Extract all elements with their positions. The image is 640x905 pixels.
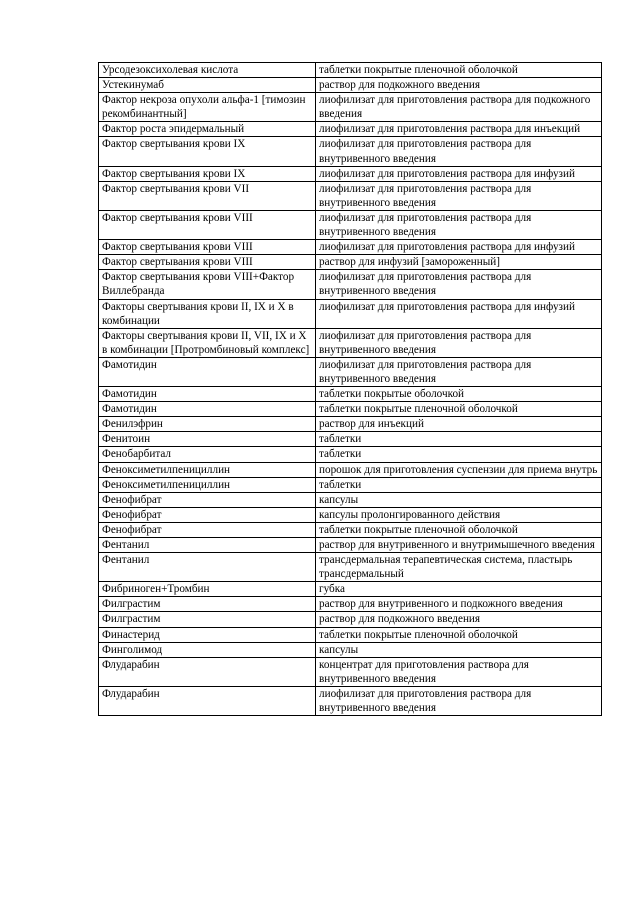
table-row [99, 122, 602, 137]
table-row [99, 137, 602, 166]
dosage-form-cell: таблетки покрытые пленочной оболочкой [316, 63, 602, 78]
dosage-form-cell: трансдермальная терапевтическая система, пластырь трансдермальный [316, 553, 602, 582]
table-row [99, 507, 602, 522]
dosage-form-cell: таблетки [316, 432, 602, 447]
dosage-form-cell: лиофилизат для приготовления раствора для внутривенного введения [316, 210, 602, 239]
table-row [99, 492, 602, 507]
drug-name-cell: Фенофибрат [99, 507, 316, 522]
dosage-form-cell: лиофилизат для приготовления раствора для внутривенного введения [316, 328, 602, 357]
table-row [99, 686, 602, 715]
dosage-form-cell: раствор для подкожного введения [316, 78, 602, 93]
drug-name-cell: Фенитоин [99, 432, 316, 447]
drug-name-cell: Фенофибрат [99, 522, 316, 537]
drug-name-cell: Фактор свертывания крови VIII [99, 210, 316, 239]
drug-name-cell: Фентанил [99, 553, 316, 582]
table-row [99, 328, 602, 357]
table-row [99, 597, 602, 612]
drug-name-cell: Фактор свертывания крови VII [99, 181, 316, 210]
drug-name-cell: Фактор свертывания крови VIII [99, 240, 316, 255]
table-row [99, 357, 602, 386]
drug-name-cell: Фамотидин [99, 402, 316, 417]
dosage-form-cell: раствор для внутривенного и подкожного введения [316, 597, 602, 612]
drug-name-cell: Фактор свертывания крови IX [99, 137, 316, 166]
table-row [99, 299, 602, 328]
dosage-form-cell: капсулы пролонгированного действия [316, 507, 602, 522]
drug-name-cell: Флударабин [99, 657, 316, 686]
dosage-form-cell: таблетки покрытые пленочной оболочкой [316, 402, 602, 417]
drug-name-cell: Фенобарбитал [99, 447, 316, 462]
table-row [99, 417, 602, 432]
dosage-form-cell: таблетки [316, 477, 602, 492]
dosage-form-cell: таблетки [316, 447, 602, 462]
dosage-form-cell: лиофилизат для приготовления раствора для инфузий [316, 240, 602, 255]
table-row [99, 553, 602, 582]
dosage-form-cell: капсулы [316, 492, 602, 507]
dosage-form-cell: раствор для внутривенного и внутримышечного введения [316, 538, 602, 553]
dosage-form-cell: лиофилизат для приготовления раствора для внутривенного введения [316, 181, 602, 210]
table-row [99, 181, 602, 210]
drug-name-cell: Фенилэфрин [99, 417, 316, 432]
dosage-form-cell: таблетки покрытые пленочной оболочкой [316, 522, 602, 537]
table-body [99, 63, 602, 716]
dosage-form-cell: таблетки покрытые оболочкой [316, 387, 602, 402]
table-row [99, 657, 602, 686]
table-row [99, 462, 602, 477]
dosage-form-cell: таблетки покрытые пленочной оболочкой [316, 627, 602, 642]
drug-name-cell: Фамотидин [99, 387, 316, 402]
table-row [99, 447, 602, 462]
drug-name-cell: Фактор свертывания крови VIII [99, 255, 316, 270]
table-row [99, 627, 602, 642]
drug-name-cell: Факторы свертывания крови II, IX и X в комбинации [99, 299, 316, 328]
drug-name-cell: Финастерид [99, 627, 316, 642]
drug-name-cell: Финголимод [99, 642, 316, 657]
dosage-form-cell: раствор для инфузий [замороженный] [316, 255, 602, 270]
table-row [99, 432, 602, 447]
table-row [99, 538, 602, 553]
drug-name-cell: Фамотидин [99, 357, 316, 386]
dosage-form-cell: порошок для приготовления суспензии для приема внутрь [316, 462, 602, 477]
dosage-form-cell: концентрат для приготовления раствора для внутривенного введения [316, 657, 602, 686]
drug-name-cell: Факторы свертывания крови II, VII, IX и X в комбинации [Протромбиновый комплекс] [99, 328, 316, 357]
drug-name-cell: Фактор некроза опухоли альфа-1 [тимозин рекомбинантный] [99, 93, 316, 122]
drug-name-cell: Филграстим [99, 612, 316, 627]
table-row [99, 402, 602, 417]
drug-name-cell: Фенофибрат [99, 492, 316, 507]
dosage-form-cell: лиофилизат для приготовления раствора для внутривенного введения [316, 137, 602, 166]
drug-name-cell: Фактор свертывания крови IX [99, 166, 316, 181]
table-row [99, 612, 602, 627]
dosage-form-cell: лиофилизат для приготовления раствора для инфузий [316, 299, 602, 328]
drug-name-cell: Фактор роста эпидермальный [99, 122, 316, 137]
table-row [99, 582, 602, 597]
dosage-form-cell: раствор для подкожного введения [316, 612, 602, 627]
table-row [99, 642, 602, 657]
table-row [99, 255, 602, 270]
drug-name-cell: Феноксиметилпенициллин [99, 462, 316, 477]
drug-form-table [98, 62, 602, 716]
table-row [99, 166, 602, 181]
table-row [99, 78, 602, 93]
table-row [99, 63, 602, 78]
table-row [99, 240, 602, 255]
drug-name-cell: Фибриноген+Тромбин [99, 582, 316, 597]
dosage-form-cell: лиофилизат для приготовления раствора для инъекций [316, 122, 602, 137]
table-row [99, 387, 602, 402]
drug-name-cell: Урсодезоксихолевая кислота [99, 63, 316, 78]
drug-name-cell: Фактор свертывания крови VIII+Фактор Виллебранда [99, 270, 316, 299]
drug-name-cell: Устекинумаб [99, 78, 316, 93]
dosage-form-cell: лиофилизат для приготовления раствора для внутривенного введения [316, 686, 602, 715]
drug-name-cell: Фентанил [99, 538, 316, 553]
dosage-form-cell: лиофилизат для приготовления раствора для внутривенного введения [316, 357, 602, 386]
dosage-form-cell: лиофилизат для приготовления раствора для внутривенного введения [316, 270, 602, 299]
table-row [99, 522, 602, 537]
drug-name-cell: Феноксиметилпенициллин [99, 477, 316, 492]
dosage-form-cell: капсулы [316, 642, 602, 657]
dosage-form-cell: раствор для инъекций [316, 417, 602, 432]
drug-name-cell: Филграстим [99, 597, 316, 612]
table-row [99, 270, 602, 299]
dosage-form-cell: лиофилизат для приготовления раствора для подкожного введения [316, 93, 602, 122]
table-row [99, 93, 602, 122]
dosage-form-cell: губка [316, 582, 602, 597]
drug-name-cell: Флударабин [99, 686, 316, 715]
table-row [99, 210, 602, 239]
dosage-form-cell: лиофилизат для приготовления раствора для инфузий [316, 166, 602, 181]
table-row [99, 477, 602, 492]
